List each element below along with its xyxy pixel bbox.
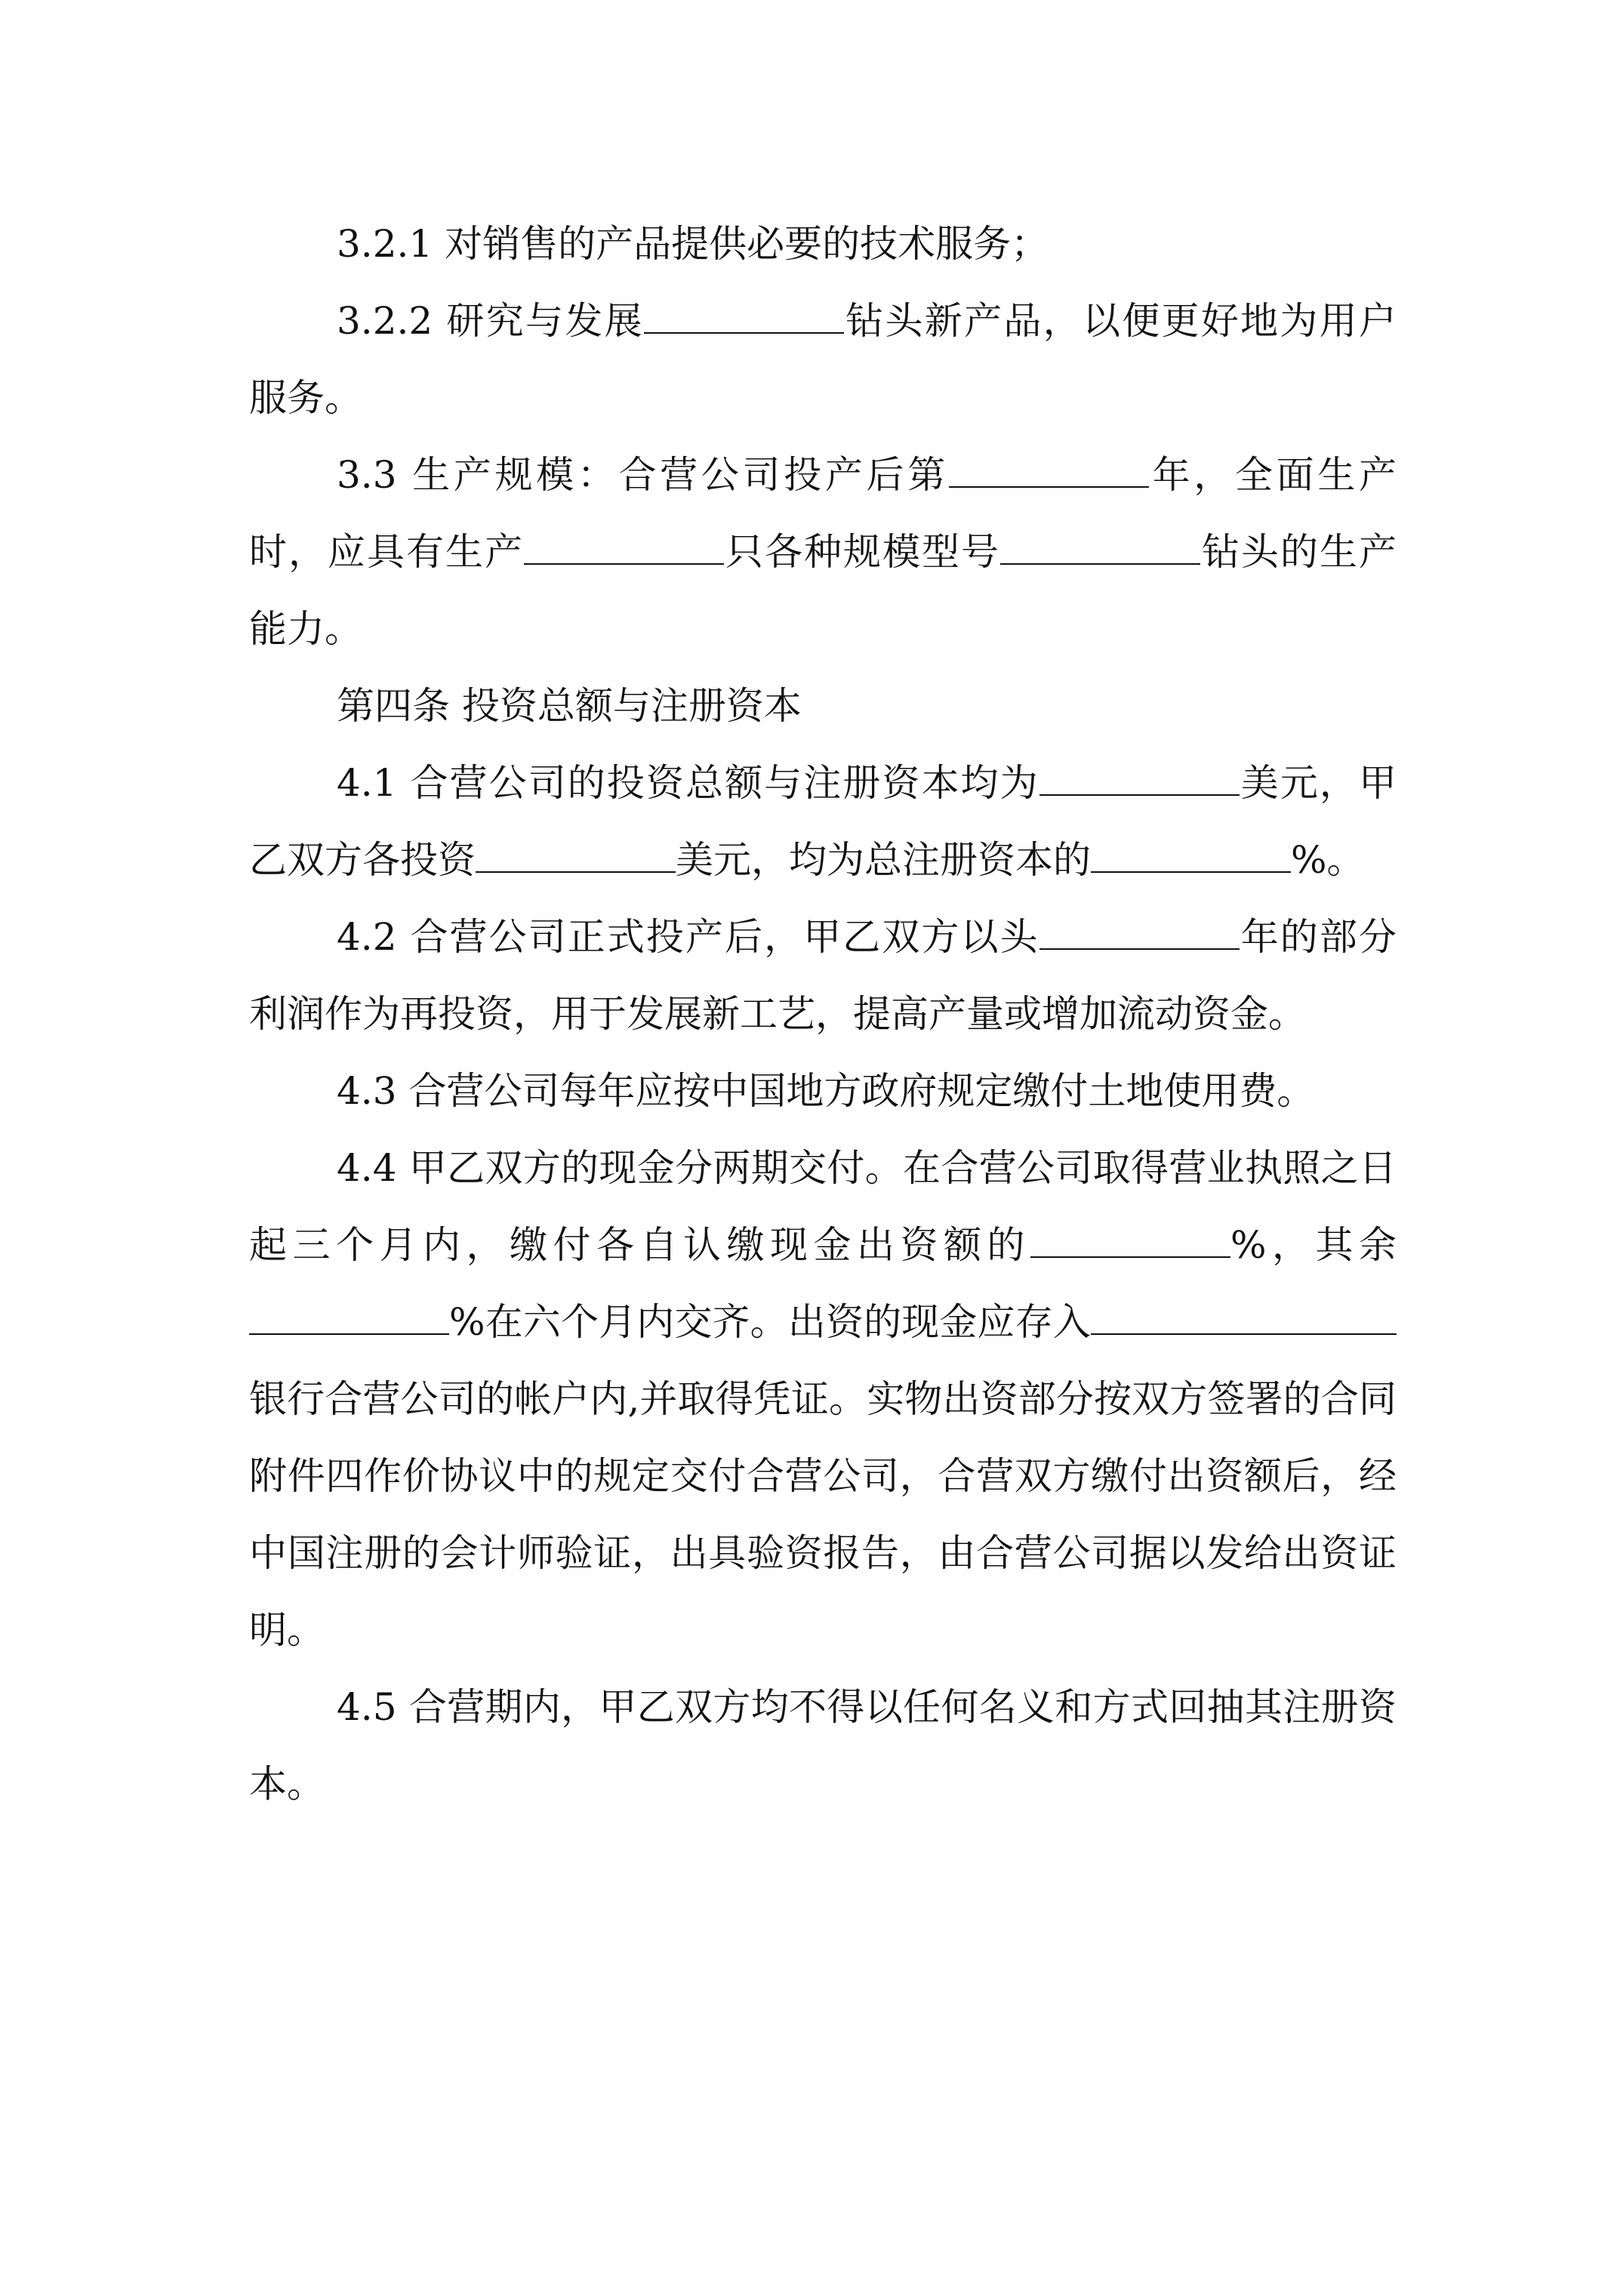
text-span: 4.1 合营公司的投资总额与注册资本均为	[337, 761, 1039, 805]
fill-blank	[524, 533, 724, 565]
text-span: 美元，均为总注册资本的	[676, 838, 1091, 882]
fill-blank	[1039, 764, 1240, 796]
fill-blank	[1039, 918, 1240, 950]
fill-blank	[1091, 841, 1291, 873]
text-span: 4.5 合营期内，甲乙双方均不得以任何名义和方式回抽其注册资本。	[249, 1685, 1397, 1806]
text-span: 4.4 甲乙双方的现金分两期交付。在合营公司取得营业执照之日起三个月内，缴付各自认缴现金出资额的	[249, 1146, 1397, 1267]
text-span: 只各种规模型号	[724, 530, 1000, 574]
text-span: 4.2 合营公司正式投产后，甲乙双方以头	[337, 915, 1039, 959]
text-span: 年，全面生产时，应具有生产	[249, 453, 1397, 574]
text-span: 4.3 合营公司每年应按中国地方政府规定缴付土地使用费。	[337, 1069, 1315, 1113]
paragraph-4-1	[249, 744, 1397, 898]
fill-blank	[949, 456, 1149, 488]
heading-text: 第四条 投资总额与注册资本	[337, 684, 802, 728]
paragraph-4-4	[249, 1130, 1397, 1669]
paragraph-3-3	[249, 436, 1397, 667]
text-span: 银行合营公司的帐户内,并取得凭证。实物出资部分按双方签署的合同附件四作价协议中的规定交付合营公司，合营双方缴付出资额后，经中国注册的会计师验证，出具验资报告，由合营公司据以发给出资证明。	[249, 1377, 1397, 1652]
fill-blank	[1030, 1226, 1230, 1258]
fill-blank	[1091, 1303, 1397, 1335]
text-span: %，其余	[1230, 1223, 1397, 1267]
text-span: 年的部分利润作为再投资，用于发展新工艺，提高产量或增加流动资金。	[249, 915, 1397, 1036]
paragraph-4-5	[249, 1669, 1397, 1823]
text-span: 钻头的生产能力。	[249, 530, 1397, 651]
paragraph-3-2-1	[249, 205, 1397, 282]
text-span: 3.2.1 对销售的产品提供必要的技术服务；	[337, 222, 1049, 266]
paragraph-4-3	[249, 1052, 1397, 1130]
document-body	[249, 205, 1397, 1823]
fill-blank	[644, 302, 844, 334]
paragraph-3-2-2	[249, 282, 1397, 436]
fill-blank	[476, 841, 676, 873]
text-span: %在六个月内交齐。出资的现金应存入	[449, 1300, 1091, 1344]
article-4-heading	[249, 667, 1397, 744]
text-span: %。	[1291, 838, 1365, 882]
text-span: 3.3 生产规模：合营公司投产后第	[337, 453, 949, 497]
fill-blank	[1000, 533, 1200, 565]
fill-blank	[249, 1303, 449, 1335]
text-span: 钻头新产品，以便更好地为用户服务。	[249, 299, 1397, 420]
text-span: 美元，甲乙双方各投资	[249, 761, 1397, 882]
paragraph-4-2	[249, 898, 1397, 1052]
text-span: 3.2.2 研究与发展	[337, 299, 644, 343]
